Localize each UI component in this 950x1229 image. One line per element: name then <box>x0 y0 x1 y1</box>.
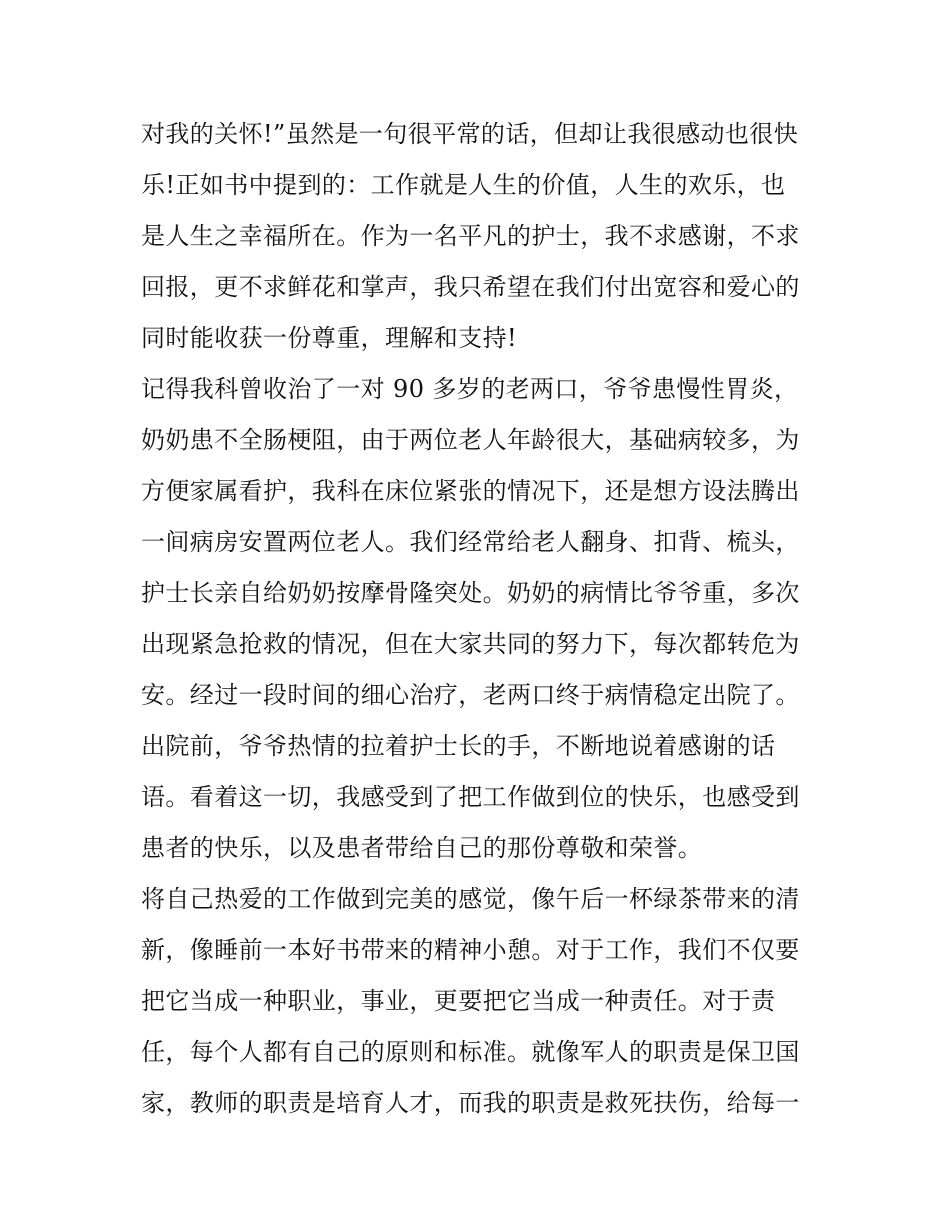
text-line: 乐!正如书中提到的：工作就是人生的价值，人生的欢乐，也 <box>141 171 786 199</box>
text-line: 语。看着这一切，我感受到了把工作做到位的快乐，也感受到 <box>141 783 800 811</box>
text-line: 将自己热爱的工作做到完美的感觉，像午后一杯绿茶带来的清 <box>141 885 800 913</box>
text-line: 新，像睡前一本好书带来的精神小憩。对于工作，我们不仅要 <box>141 936 800 964</box>
text-line: 记得我科曾收治了一对 90 多岁的老两口，爷爷患慢性胃炎， <box>141 375 799 403</box>
text-line: 患者的快乐，以及患者带给自己的那份尊敬和荣誉。 <box>141 834 703 862</box>
text-line: 回报，更不求鲜花和掌声，我只希望在我们付出宽容和爱心的 <box>141 273 800 301</box>
text-line: 方便家属看护，我科在床位紧张的情况下，还是想方设法腾出 <box>141 477 800 505</box>
text-line: 对我的关怀!”虽然是一句很平常的话，但却让我很感动也很快 <box>141 120 799 148</box>
text-line: 出现紧急抢救的情况，但在大家共同的努力下，每次都转危为 <box>141 630 800 658</box>
document-body <box>141 109 821 1129</box>
text-line: 护士长亲自给奶奶按摩骨隆突处。奶奶的病情比爷爷重，多次 <box>141 579 800 607</box>
text-line: 出院前，爷爷热情的拉着护士长的手，不断地说着感谢的话 <box>141 732 776 760</box>
text-line: 安。经过一段时间的细心治疗，老两口终于病情稳定出院了。 <box>141 681 800 709</box>
text-line: 一间病房安置两位老人。我们经常给老人翻身、扣背、梳头， <box>141 528 800 556</box>
text-line: 家，教师的职责是培育人才，而我的职责是救死扶伤，给每一 <box>141 1089 800 1117</box>
text-line: 任，每个人都有自己的原则和标准。就像军人的职责是保卫国 <box>141 1038 800 1066</box>
text-line: 奶奶患不全肠梗阻，由于两位老人年龄很大，基础病较多，为 <box>141 426 800 454</box>
text-line: 把它当成一种职业，事业，更要把它当成一种责任。对于责 <box>141 987 776 1015</box>
text-line: 是人生之幸福所在。作为一名平凡的护士，我不求感谢，不求 <box>141 222 800 250</box>
text-line: 同时能收获一份尊重，理解和支持! <box>141 324 518 352</box>
